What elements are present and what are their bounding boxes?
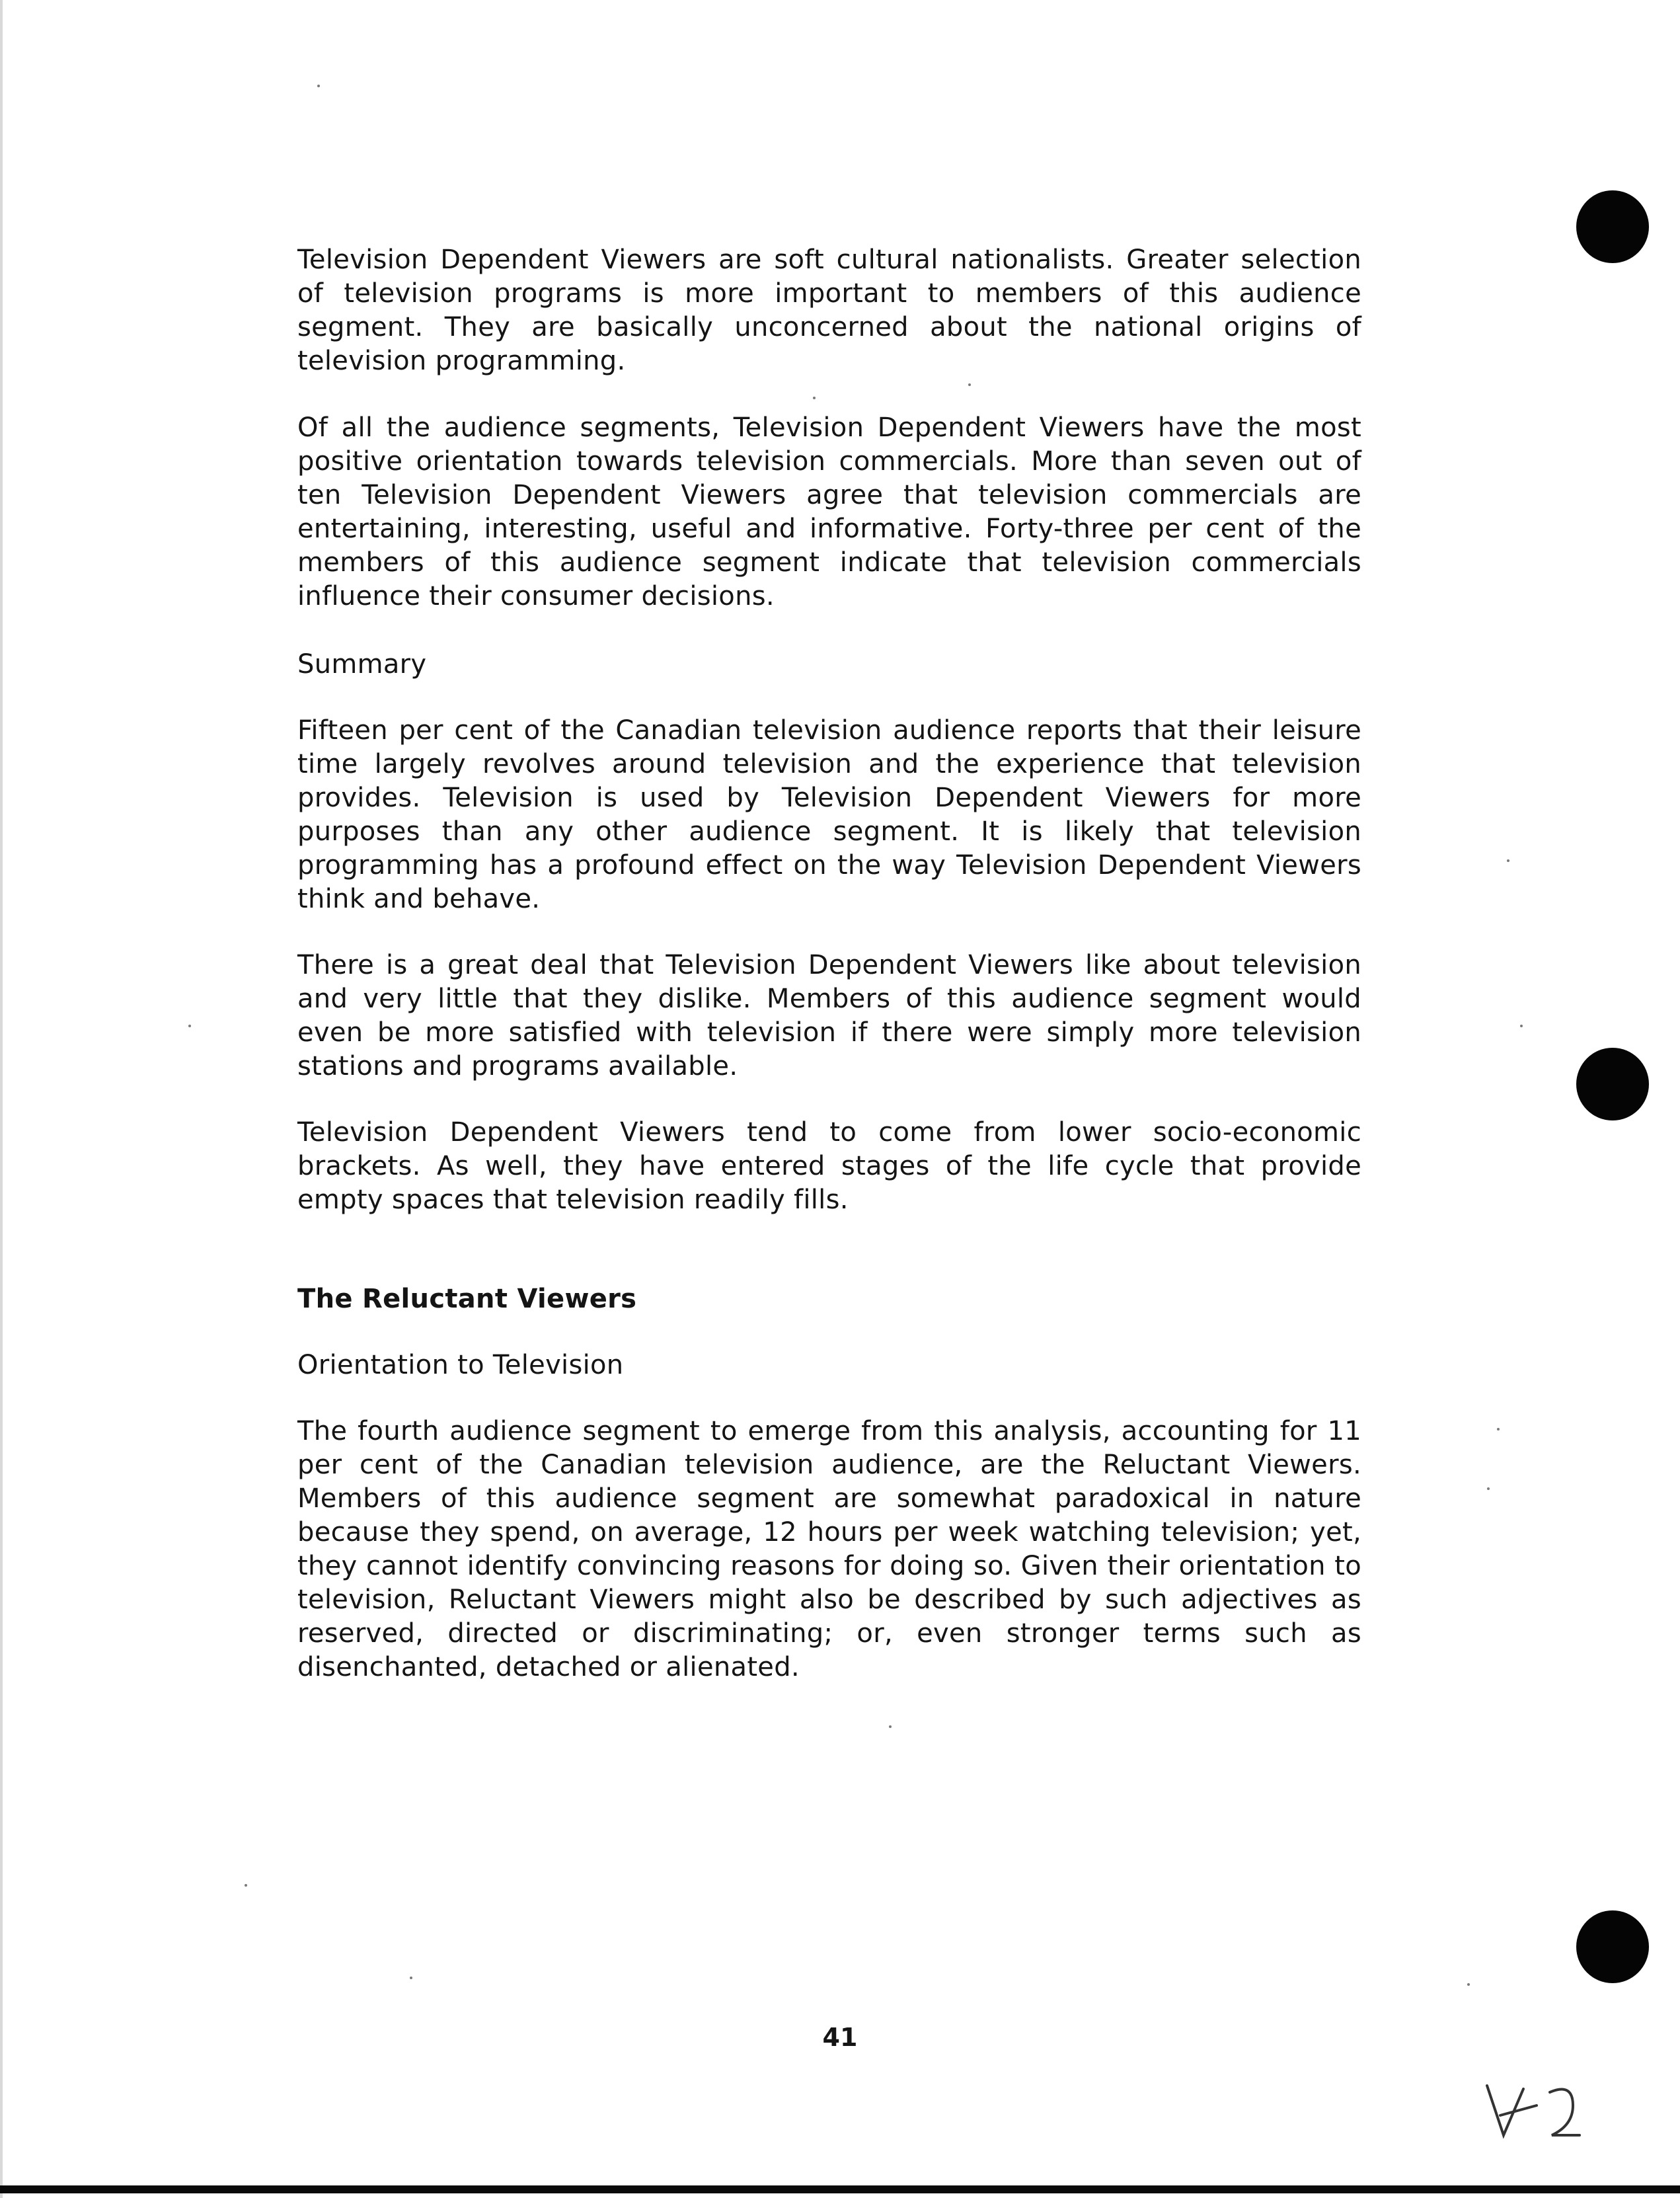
page-number: 41 <box>822 2023 858 2052</box>
scan-speck <box>1520 1025 1523 1027</box>
scan-speck <box>410 1977 412 1979</box>
paragraph-socio-economic: Television Dependent Viewers tend to come from lower socio-economic brackets. As well, they have entered stages of the life cycle that provide empty spaces that television readily fills. <box>297 1117 1361 1215</box>
scan-speck <box>968 383 971 386</box>
scan-speck <box>889 1725 892 1728</box>
scan-speck <box>317 85 320 87</box>
scan-speck <box>813 397 816 399</box>
scan-bottom-edge <box>0 2185 1680 2193</box>
heading-reluctant-viewers: The Reluctant Viewers <box>297 1284 637 1314</box>
handwritten-page-mark <box>1474 2069 1599 2148</box>
paragraph-likes-dislikes: There is a great deal that Television Dependent Viewers like about television and very little that they dislike. Members of this audience segment would even be more satisfied with television if there were simply more television stations and programs available. <box>297 950 1361 1081</box>
heading-orientation-to-television: Orientation to Television <box>297 1350 624 1380</box>
scan-speck <box>1507 859 1509 862</box>
scan-speck <box>245 1884 247 1887</box>
scan-speck <box>188 1025 191 1027</box>
punch-hole-top <box>1576 190 1649 263</box>
paragraph-cultural-nationalists: Television Dependent Viewers are soft cultural nationalists. Greater selection of television programs is more important to members of this audience segment. They are basically unconcerned about the national origins of television programming. <box>297 245 1361 376</box>
paragraph-summary-leisure: Fifteen per cent of the Canadian television audience reports that their leisure time largely revolves around television and the experience that television provides. Television is used by Television Dependent Viewers for more purposes than any other audience segment. It is likely that television programming has a profound effect on the way Television Dependent Viewers think and behave. <box>297 715 1361 914</box>
heading-summary: Summary <box>297 649 427 680</box>
punch-hole-middle <box>1576 1048 1649 1120</box>
punch-hole-bottom <box>1576 1910 1649 1983</box>
scan-speck <box>1487 1487 1490 1490</box>
scan-speck <box>1497 1428 1500 1431</box>
paragraph-commercials-orientation: Of all the audience segments, Television Dependent Viewers have the most positive orientation towards television commercials. More than seven out of ten Television Dependent Viewers agree that television commercials are entertaining, interesting, useful and informative. Forty-three per cent of the members of this audience segment indicate that television commercials influence their consumer decisions. <box>297 412 1361 611</box>
paragraph-reluctant-viewers: The fourth audience segment to emerge from this analysis, accounting for 11 per cent of the Canadian television audience, are the Reluctant Viewers. Members of this audience segment are somewhat paradoxical in nature because they spend, on average, 12 hours per week watching television; yet, they cannot identify convincing reasons for doing so. Given their orientation to television, Reluctant Viewers might also be described by such adjectives as reserved, directed or discriminating; or, even stronger terms such as disenchanted, detached or alienated. <box>297 1416 1361 1682</box>
scan-left-edge <box>0 0 3 2198</box>
scan-speck <box>1467 1983 1470 1986</box>
